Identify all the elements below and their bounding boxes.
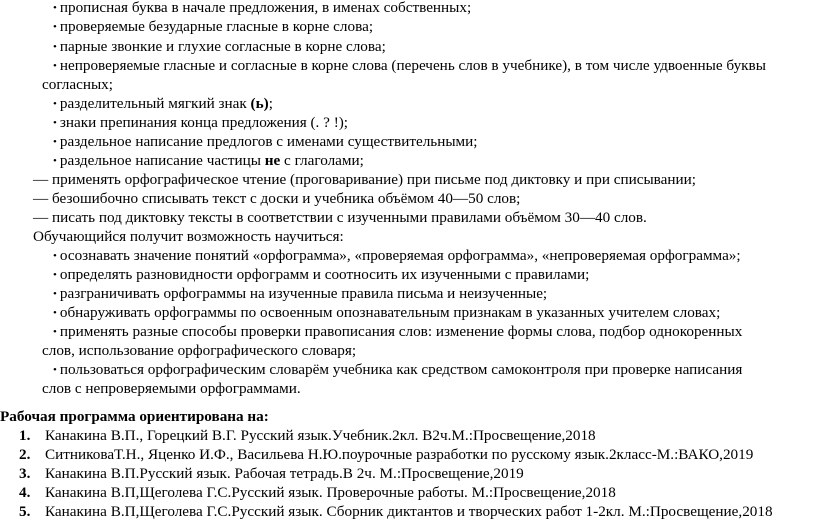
bullet-item: • раздельное написание предлогов с именами существительными; xyxy=(53,132,478,153)
bullet-item: • знаки препинания конца предложения (. ? !); xyxy=(53,113,348,134)
reference-number: 1. xyxy=(19,427,31,444)
reference-number: 3. xyxy=(19,465,31,482)
reference-text: Канакина В.П.Русский язык. Рабочая тетрадь.В 2ч. М.:Просвещение,2019 xyxy=(45,465,524,482)
dash-item: — применять орфографическое чтение (проговаривание) при письме под диктовку и при списывании; xyxy=(33,171,696,188)
text: разделительный мягкий знак xyxy=(59,95,251,112)
bullet-item: • прописная буква в начале предложения, в именах собственных; xyxy=(53,0,471,19)
reference-text: СитниковаТ.Н., Яценко И.Ф., Васильева Н.Ю.поурочные разработки по русскому язык.2класс-М.:ВАКО,2019 xyxy=(45,446,754,463)
bullet-item: • обнаруживать орфограммы по освоенным опознавательным признакам в указанных учителем словах; xyxy=(53,303,720,324)
bullet-item: • осознавать значение понятий «орфограмма», «проверяемая орфограмма», «непроверяемая орфограмма»; xyxy=(53,246,741,267)
bullet-continuation: слов с непроверяемыми орфограммами. xyxy=(42,380,301,397)
bullet-item-soft-sign xyxy=(53,94,273,115)
text: с глаголами; xyxy=(280,152,364,169)
text: раздельное написание частицы xyxy=(59,152,265,169)
bullet-item-particle xyxy=(53,151,364,172)
bullet-continuation: согласных; xyxy=(42,76,113,93)
reference-number: 5. xyxy=(19,503,31,520)
bullet-item: • непроверяемые гласные и согласные в корне слова (перечень слов в учебнике), в том числе удвоенные буквы xyxy=(53,56,766,77)
bullet-item: • парные звонкие и глухие согласные в корне слова; xyxy=(53,37,386,58)
bold-text: (ь) xyxy=(250,95,269,112)
reference-text: Канакина В.П., Горецкий В.Г. Русский язык.Учебник.2кл. В2ч.М.:Просвещение,2018 xyxy=(45,427,596,444)
bullet-item: • разграничивать орфограммы на изученные правила письма и неизученные; xyxy=(53,284,547,305)
bullet-continuation: слов, использование орфографического словаря; xyxy=(42,342,357,359)
reference-text: Канакина В.П,Щеголева Г.С.Русский язык. Сборник диктантов и творческих работ 1-2кл. М.:Просвещение,2018 xyxy=(45,503,773,520)
text: ; xyxy=(268,95,273,112)
bullet-item: • пользоваться орфографическим словарём учебника как средством самоконтроля при проверке написания xyxy=(53,360,742,381)
program-heading: Рабочая программа ориентирована на: xyxy=(0,408,269,425)
dash-item: — писать под диктовку тексты в соответствии с изученными правилами объёмом 30—40 слов. xyxy=(33,209,647,226)
bullet-item: • применять разные способы проверки правописания слов: изменение формы слова, подбор однокоренных xyxy=(53,322,742,343)
dash-item: — безошибочно списывать текст с доски и учебника объёмом 40—50 слов; xyxy=(33,190,521,207)
bullet-item: • определять разновидности орфограмм и соотносить их изученными с правилами; xyxy=(53,265,589,286)
reference-text: Канакина В.П,Щеголева Г.С.Русский язык. Проверочные работы. М.:Просвещение,2018 xyxy=(45,484,616,501)
reference-number: 4. xyxy=(19,484,31,501)
opportunity-heading: Обучающийся получит возможность научиться: xyxy=(33,228,344,245)
reference-number: 2. xyxy=(19,446,31,463)
bold-text: не xyxy=(264,152,281,169)
bullet-item: • проверяемые безударные гласные в корне слова; xyxy=(53,17,373,38)
